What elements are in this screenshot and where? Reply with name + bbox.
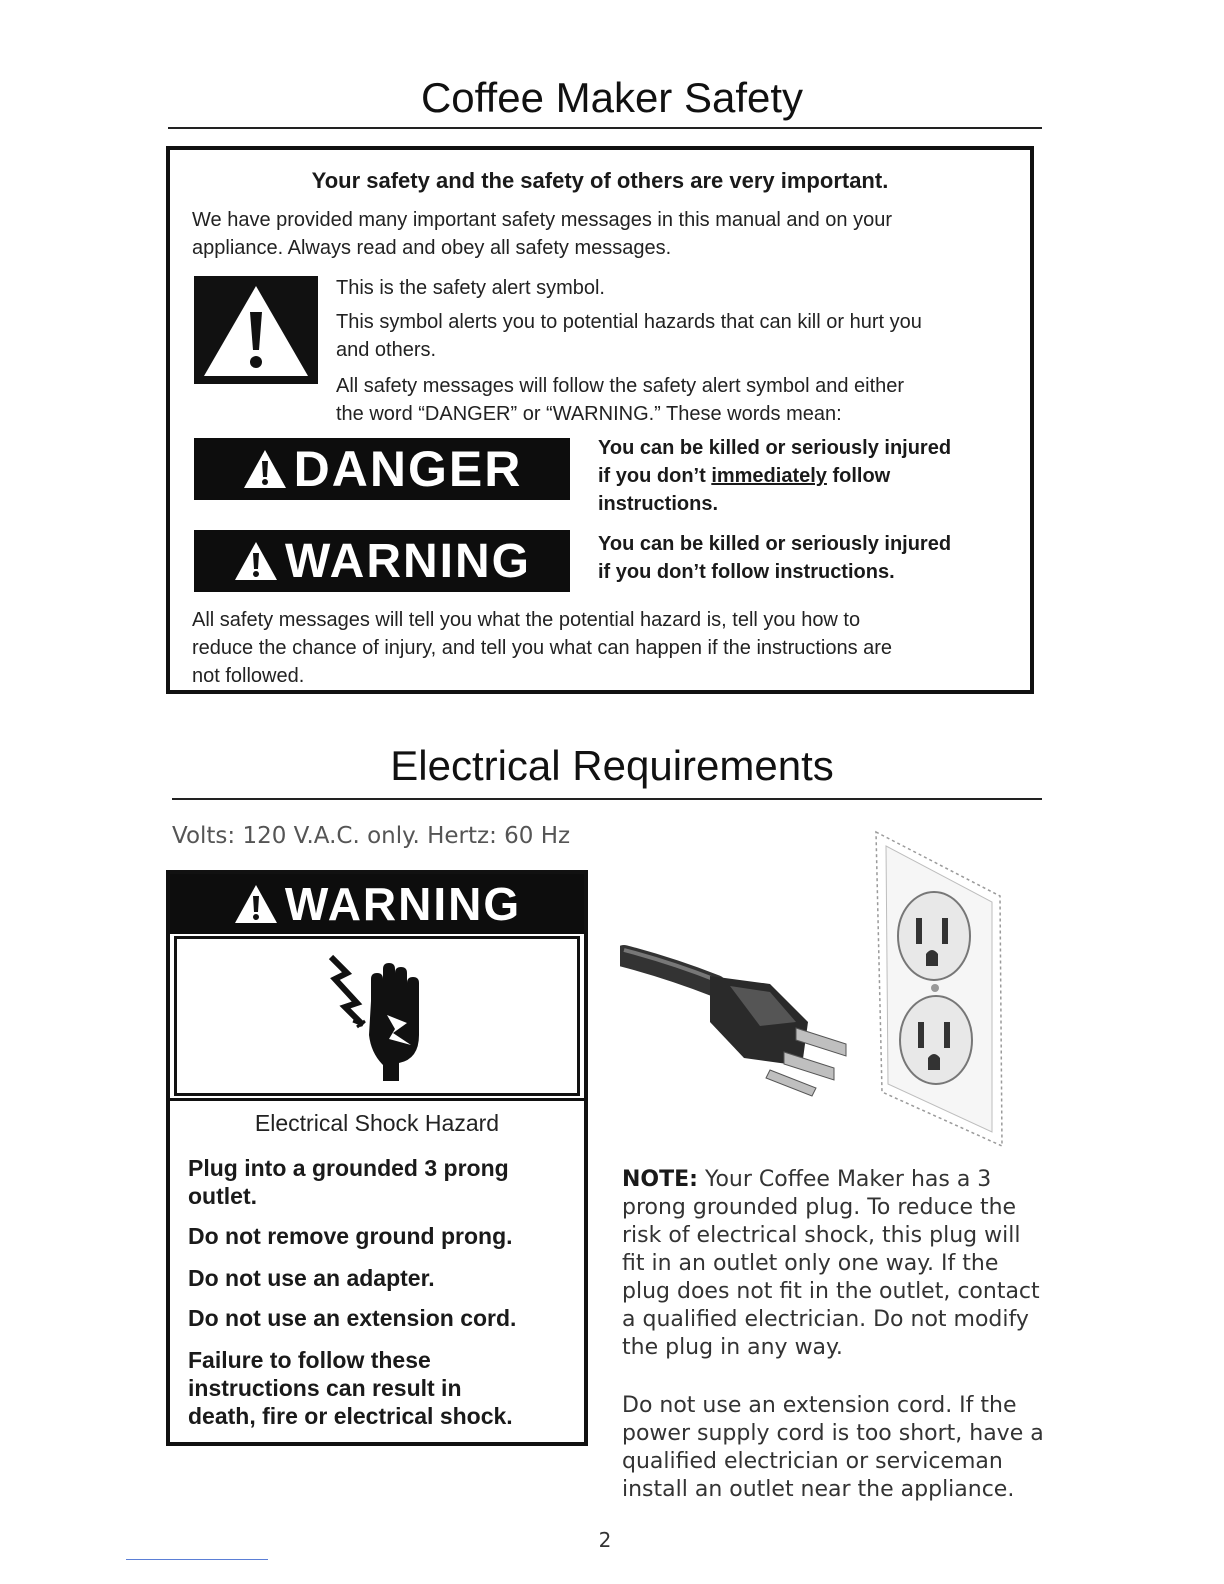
page-title-electrical: Electrical Requirements: [390, 742, 834, 789]
note-line-3: risk of electrical shock, this plug will: [622, 1223, 1021, 1248]
extension-line-1: Do not use an extension cord. If the: [622, 1393, 1017, 1418]
warning-line-2: if you don’t follow instructions.: [598, 561, 895, 583]
warning-label: WARNING: [285, 534, 531, 588]
warning-signal-word: [194, 530, 570, 592]
warning-line-1: You can be killed or seriously injured: [598, 533, 952, 555]
note-line-2: prong grounded plug. To reduce the: [622, 1195, 1017, 1220]
plug-outlet-illustration: [620, 826, 1010, 1152]
hazard-item-1-line-1: Plug into a grounded 3 prong: [188, 1155, 509, 1181]
hazard-item-5-line-1: Failure to follow these: [188, 1347, 431, 1373]
safety-box: [166, 146, 1034, 694]
electrical-shock-icon: [317, 949, 447, 1089]
hazard-item-5-line-2: instructions can result in: [188, 1375, 462, 1401]
note-line-4: fit in an outlet only one way. If the: [622, 1251, 999, 1276]
danger-line-2: [598, 462, 890, 490]
hazard-item-2: Do not remove ground prong.: [188, 1223, 513, 1249]
danger-line-1: You can be killed or seriously injured: [598, 437, 952, 459]
closing-line-3: not followed.: [192, 665, 305, 687]
safety-alert-symbol: [194, 276, 318, 384]
extension-line-4: install an outlet near the appliance.: [622, 1477, 1015, 1502]
danger-label: DANGER: [293, 441, 523, 497]
intro-line-1: We have provided many important safety messages in this manual and on your: [192, 209, 892, 231]
note-label: NOTE:: [622, 1167, 698, 1192]
extension-line-3: qualified electrician or serviceman: [622, 1449, 1003, 1474]
danger-signal-word: [194, 438, 570, 500]
panel-divider: [170, 1098, 584, 1101]
danger-line-2-post: follow: [826, 465, 891, 487]
symbol-line-5: the word “DANGER” or “WARNING.” These words mean:: [336, 403, 842, 425]
hazard-item-5-line-3: death, fire or electrical shock.: [188, 1403, 513, 1429]
note-line-5: plug does not fit in the outlet, contact: [622, 1279, 1040, 1304]
alert-triangle-icon: [233, 883, 279, 925]
hazard-title: Electrical Shock Hazard: [254, 1110, 500, 1136]
note-line-1: [622, 1166, 991, 1194]
page-title-safety: Coffee Maker Safety: [420, 74, 804, 121]
danger-line-3: instructions.: [598, 493, 719, 515]
electrical-warning-panel: [166, 870, 588, 1446]
safety-box-heading: Your safety and the safety of others are very important.: [311, 168, 889, 193]
note-line-7: the plug in any way.: [622, 1335, 843, 1360]
extension-line-2: power supply cord is too short, have a: [622, 1421, 1044, 1446]
closing-line-1: All safety messages will tell you what the potential hazard is, tell you how to: [192, 609, 861, 631]
hazard-item-4: Do not use an extension cord.: [188, 1305, 517, 1331]
symbol-line-1: This is the safety alert symbol.: [336, 277, 605, 299]
shock-hazard-symbol-area: [174, 936, 580, 1096]
page-number: 2: [598, 1528, 612, 1552]
intro-line-2: appliance. Always read and obey all safety messages.: [192, 237, 672, 259]
hazard-item-1-line-2: outlet.: [188, 1183, 257, 1209]
note-line-1-text: Your Coffee Maker has a 3: [697, 1167, 992, 1192]
danger-line-2-pre: if you don’t: [598, 465, 712, 487]
alert-triangle-icon: [233, 540, 279, 582]
danger-line-2-underlined: immediately: [711, 465, 827, 487]
title-rule: [168, 127, 1042, 129]
volts-line: Volts: 120 V.A.C. only. Hertz: 60 Hz: [172, 823, 571, 849]
electrical-warning-header: [170, 874, 584, 934]
footer-rule: [126, 1559, 268, 1560]
symbol-line-4: All safety messages will follow the safety alert symbol and either: [336, 375, 905, 397]
hazard-item-3: Do not use an adapter.: [188, 1265, 435, 1291]
symbol-line-2: This symbol alerts you to potential hazards that can kill or hurt you: [336, 311, 922, 333]
alert-triangle-icon: [242, 448, 288, 490]
electrical-warning-label: WARNING: [284, 878, 522, 930]
closing-line-2: reduce the chance of injury, and tell you what can happen if the instructions are: [192, 637, 893, 659]
note-line-6: a qualified electrician. Do not modify: [622, 1307, 1029, 1332]
alert-triangle-icon: [194, 276, 318, 384]
electrical-title-rule: [172, 798, 1042, 800]
symbol-line-3: and others.: [336, 339, 437, 361]
